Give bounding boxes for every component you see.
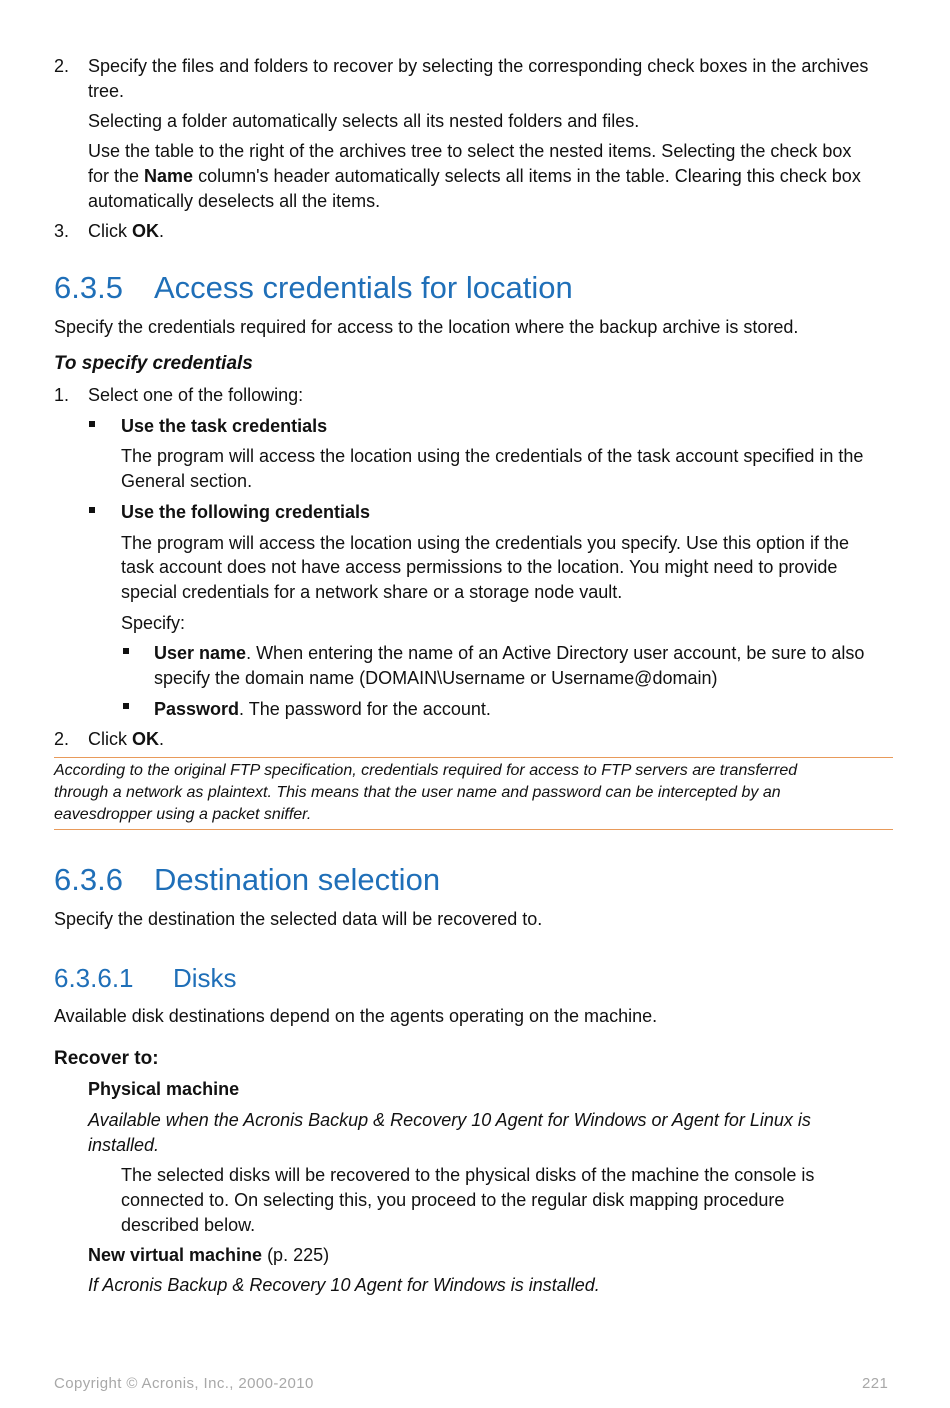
- subsection-title: Disks: [173, 963, 237, 993]
- footer-page-number: 221: [862, 1375, 889, 1392]
- recover-to-label: Recover to:: [54, 1048, 159, 1069]
- bullet-icon: [89, 421, 95, 427]
- option-title: New virtual machine (p. 225): [88, 1245, 330, 1265]
- paragraph: automatically deselects all the items.: [88, 191, 381, 211]
- list-item: Password. The password for the account.: [154, 699, 491, 719]
- step-number: 3.: [54, 221, 70, 241]
- note-text: According to the original FTP specification, credentials required for access to FTP servers are transferred: [54, 762, 798, 779]
- paragraph: Use the table to the right of the archives tree to select the nested items. Selecting the check box: [88, 141, 852, 161]
- availability-note: Available when the Acronis Backup & Recovery 10 Agent for Windows or Agent for Linux is: [88, 1110, 811, 1130]
- step-number: 2.: [54, 56, 70, 76]
- paragraph: Specify:: [121, 613, 186, 633]
- paragraph: for the Name column's header automatically selects all items in the table. Clearing this check box: [88, 166, 861, 186]
- note-text: eavesdropper using a packet sniffer.: [54, 806, 312, 823]
- footer-copyright: Copyright © Acronis, Inc., 2000-2010: [54, 1375, 314, 1392]
- availability-note: If Acronis Backup & Recovery 10 Agent for Windows is installed.: [88, 1275, 600, 1295]
- note-top-rule: [54, 757, 893, 758]
- bullet-icon: [123, 703, 129, 709]
- step-text: Specify the files and folders to recover by selecting the corresponding check boxes in the archives: [88, 56, 869, 76]
- subsection-intro: Available disk destinations depend on the agents operating on the machine.: [54, 1006, 658, 1026]
- list-item: User name. When entering the name of an Active Directory user account, be sure to also: [154, 643, 865, 663]
- section-number: 6.3.5: [54, 270, 123, 305]
- paragraph: task account does not have access permissions to the location. You might need to provide: [121, 557, 838, 577]
- paragraph: connected to. On selecting this, you proceed to the regular disk mapping procedure: [121, 1190, 785, 1210]
- option-title: Use the task credentials: [121, 416, 328, 436]
- page-reference-link[interactable]: (p. 225): [262, 1245, 330, 1265]
- paragraph: described below.: [121, 1215, 256, 1235]
- paragraph: special credentials for a network share or a storage node vault.: [121, 582, 623, 602]
- section-title: Access credentials for location: [154, 270, 573, 305]
- step-text: Select one of the following:: [88, 385, 304, 405]
- availability-note: installed.: [88, 1135, 160, 1155]
- paragraph: The selected disks will be recovered to the physical disks of the machine the console is: [121, 1165, 815, 1185]
- list-item: specify the domain name (DOMAIN\Username or Username@domain): [154, 668, 718, 688]
- procedure-title: To specify credentials: [54, 353, 253, 374]
- note-text: through a network as plaintext. This means that the user name and password can be intercepted by an: [54, 784, 781, 801]
- note-bottom-rule: [54, 829, 893, 830]
- paragraph: The program will access the location using the credentials of the task account specified in the: [121, 446, 864, 466]
- step-number: 2.: [54, 729, 70, 749]
- option-title: Physical machine: [88, 1079, 240, 1099]
- paragraph: General section.: [121, 471, 253, 491]
- step-number: 1.: [54, 385, 70, 405]
- bullet-icon: [89, 507, 95, 513]
- section-number: 6.3.6: [54, 862, 123, 897]
- option-title: Use the following credentials: [121, 502, 371, 522]
- section-intro: Specify the credentials required for access to the location where the backup archive is stored.: [54, 317, 799, 337]
- step-text: tree.: [88, 81, 125, 101]
- subsection-number: 6.3.6.1: [54, 963, 134, 993]
- bold-term: Name: [144, 166, 194, 186]
- section-intro: Specify the destination the selected data will be recovered to.: [54, 909, 543, 929]
- step-text: Click OK.: [88, 729, 165, 749]
- section-title: Destination selection: [154, 862, 441, 897]
- step-text: Click OK.: [88, 221, 165, 241]
- paragraph: The program will access the location using the credentials you specify. Use this option if the: [121, 533, 850, 553]
- paragraph: Selecting a folder automatically selects all its nested folders and files.: [88, 111, 640, 131]
- bullet-icon: [123, 648, 129, 654]
